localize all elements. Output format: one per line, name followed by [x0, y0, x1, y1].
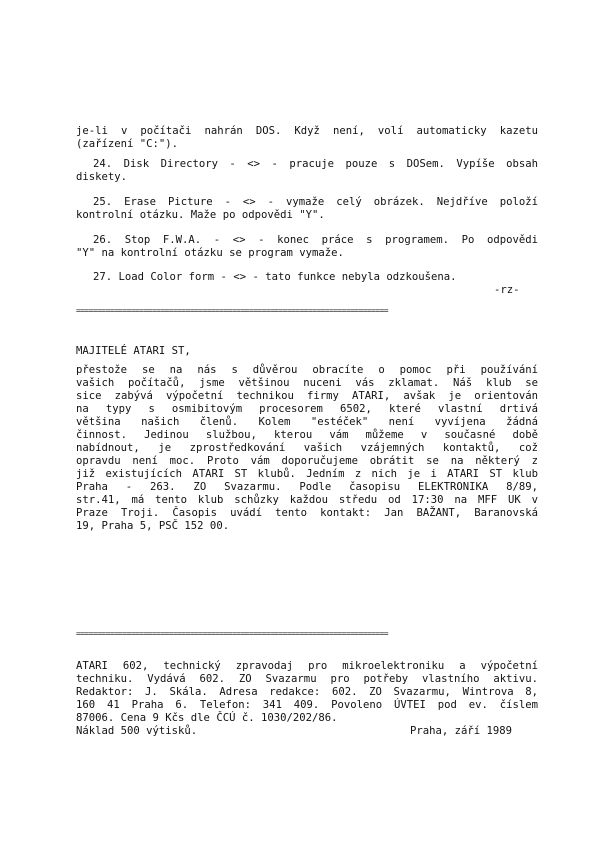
letter-heading: MAJITELÉ ATARI ST, — [76, 345, 191, 357]
colophon-line: techniku. Vydává 602. ZO Svazarmu pro potřeby vlastního aktivu. — [76, 673, 538, 685]
letter-line: opravdu není moc. Proto vám doporučujeme obrátit se na některý z — [76, 455, 538, 467]
list-item-24-line-2: diskety. — [76, 171, 128, 183]
circulation-note: Náklad 500 výtisků. — [76, 725, 198, 737]
letter-line: na typy s osmibitovým procesorem 6502, které vlastní drtivá — [76, 403, 538, 415]
letter-line: Praze Troji. Časopis uvádí tento kontakt: Jan BAŽANT, Baranovská — [76, 507, 538, 519]
signature: -rz- — [494, 284, 520, 296]
separator-line-bottom: ========================================================================== — [76, 629, 389, 638]
list-item-27-line-1: 27. Load Color form - <> - tato funkce nebyla odzkoušena. — [93, 271, 457, 283]
separator-line-top: ========================================================================== — [76, 306, 389, 315]
list-item-25-line-1: 25. Erase Picture - <> - vymaže celý obrázek. Nejdříve položí — [93, 196, 538, 208]
letter-line: nabídnout, je zprostředkování vašich vzájemných kontaktů, což — [76, 442, 538, 454]
list-item-26-line-2: "Y" na kontrolní otázku se program vymaže. — [76, 247, 344, 259]
letter-line: Praha - 263. ZO Svazarmu. Podle časopisu ELEKTRONIKA 8/89, — [76, 481, 538, 493]
colophon-line: 87006. Cena 9 Kčs dle ČCÚ č. 1030/202/86. — [76, 712, 338, 724]
colophon-line: 160 41 Praha 6. Telefon: 341 409. Povoleno ÚVTEI pod ev. číslem — [76, 699, 538, 711]
intro-line-2: (zařízení "C:"). — [76, 138, 179, 150]
list-item-24-line-1: 24. Disk Directory - <> - pracuje pouze s DOSem. Vypíše obsah — [93, 158, 538, 170]
list-item-26-line-1: 26. Stop F.W.A. - <> - konec práce s programem. Po odpovědi — [93, 234, 538, 246]
letter-line: vašich počítačů, jsme většinou nuceni vás zklamat. Náš klub se — [76, 377, 538, 389]
letter-line: většina našich členů. Kolem "estéček" není vyvíjena žádná — [76, 416, 538, 428]
letter-line: činnost. Jedinou službou, kterou vám můžeme v současné době — [76, 429, 538, 441]
letter-line: přestože se na nás s důvěrou obracíte o pomoc při používání — [76, 364, 538, 376]
letter-line: 19, Praha 5, PSČ 152 00. — [76, 520, 230, 532]
colophon-line: Redaktor: J. Skála. Adresa redakce: 602. ZO Svazarmu, Wintrova 8, — [76, 686, 538, 698]
intro-line-1: je-li v počítači nahrán DOS. Když není, volí automaticky kazetu — [76, 125, 538, 137]
publication-date: Praha, září 1989 — [410, 725, 513, 737]
letter-line: již existujících ATARI ST klubů. Jedním z nich je i ATARI ST klub — [76, 468, 538, 480]
letter-line: str.41, má tento klub schůzky každou středu od 17:30 na MFF UK v — [76, 494, 538, 506]
colophon-line: ATARI 602, technický zpravodaj pro mikroelektroniku a výpočetní — [76, 660, 538, 672]
letter-line: sice zabývá výpočetní technikou firmy ATARI, avšak je orientován — [76, 390, 538, 402]
list-item-25-line-2: kontrolní otázku. Maže po odpovědi "Y". — [76, 209, 325, 221]
